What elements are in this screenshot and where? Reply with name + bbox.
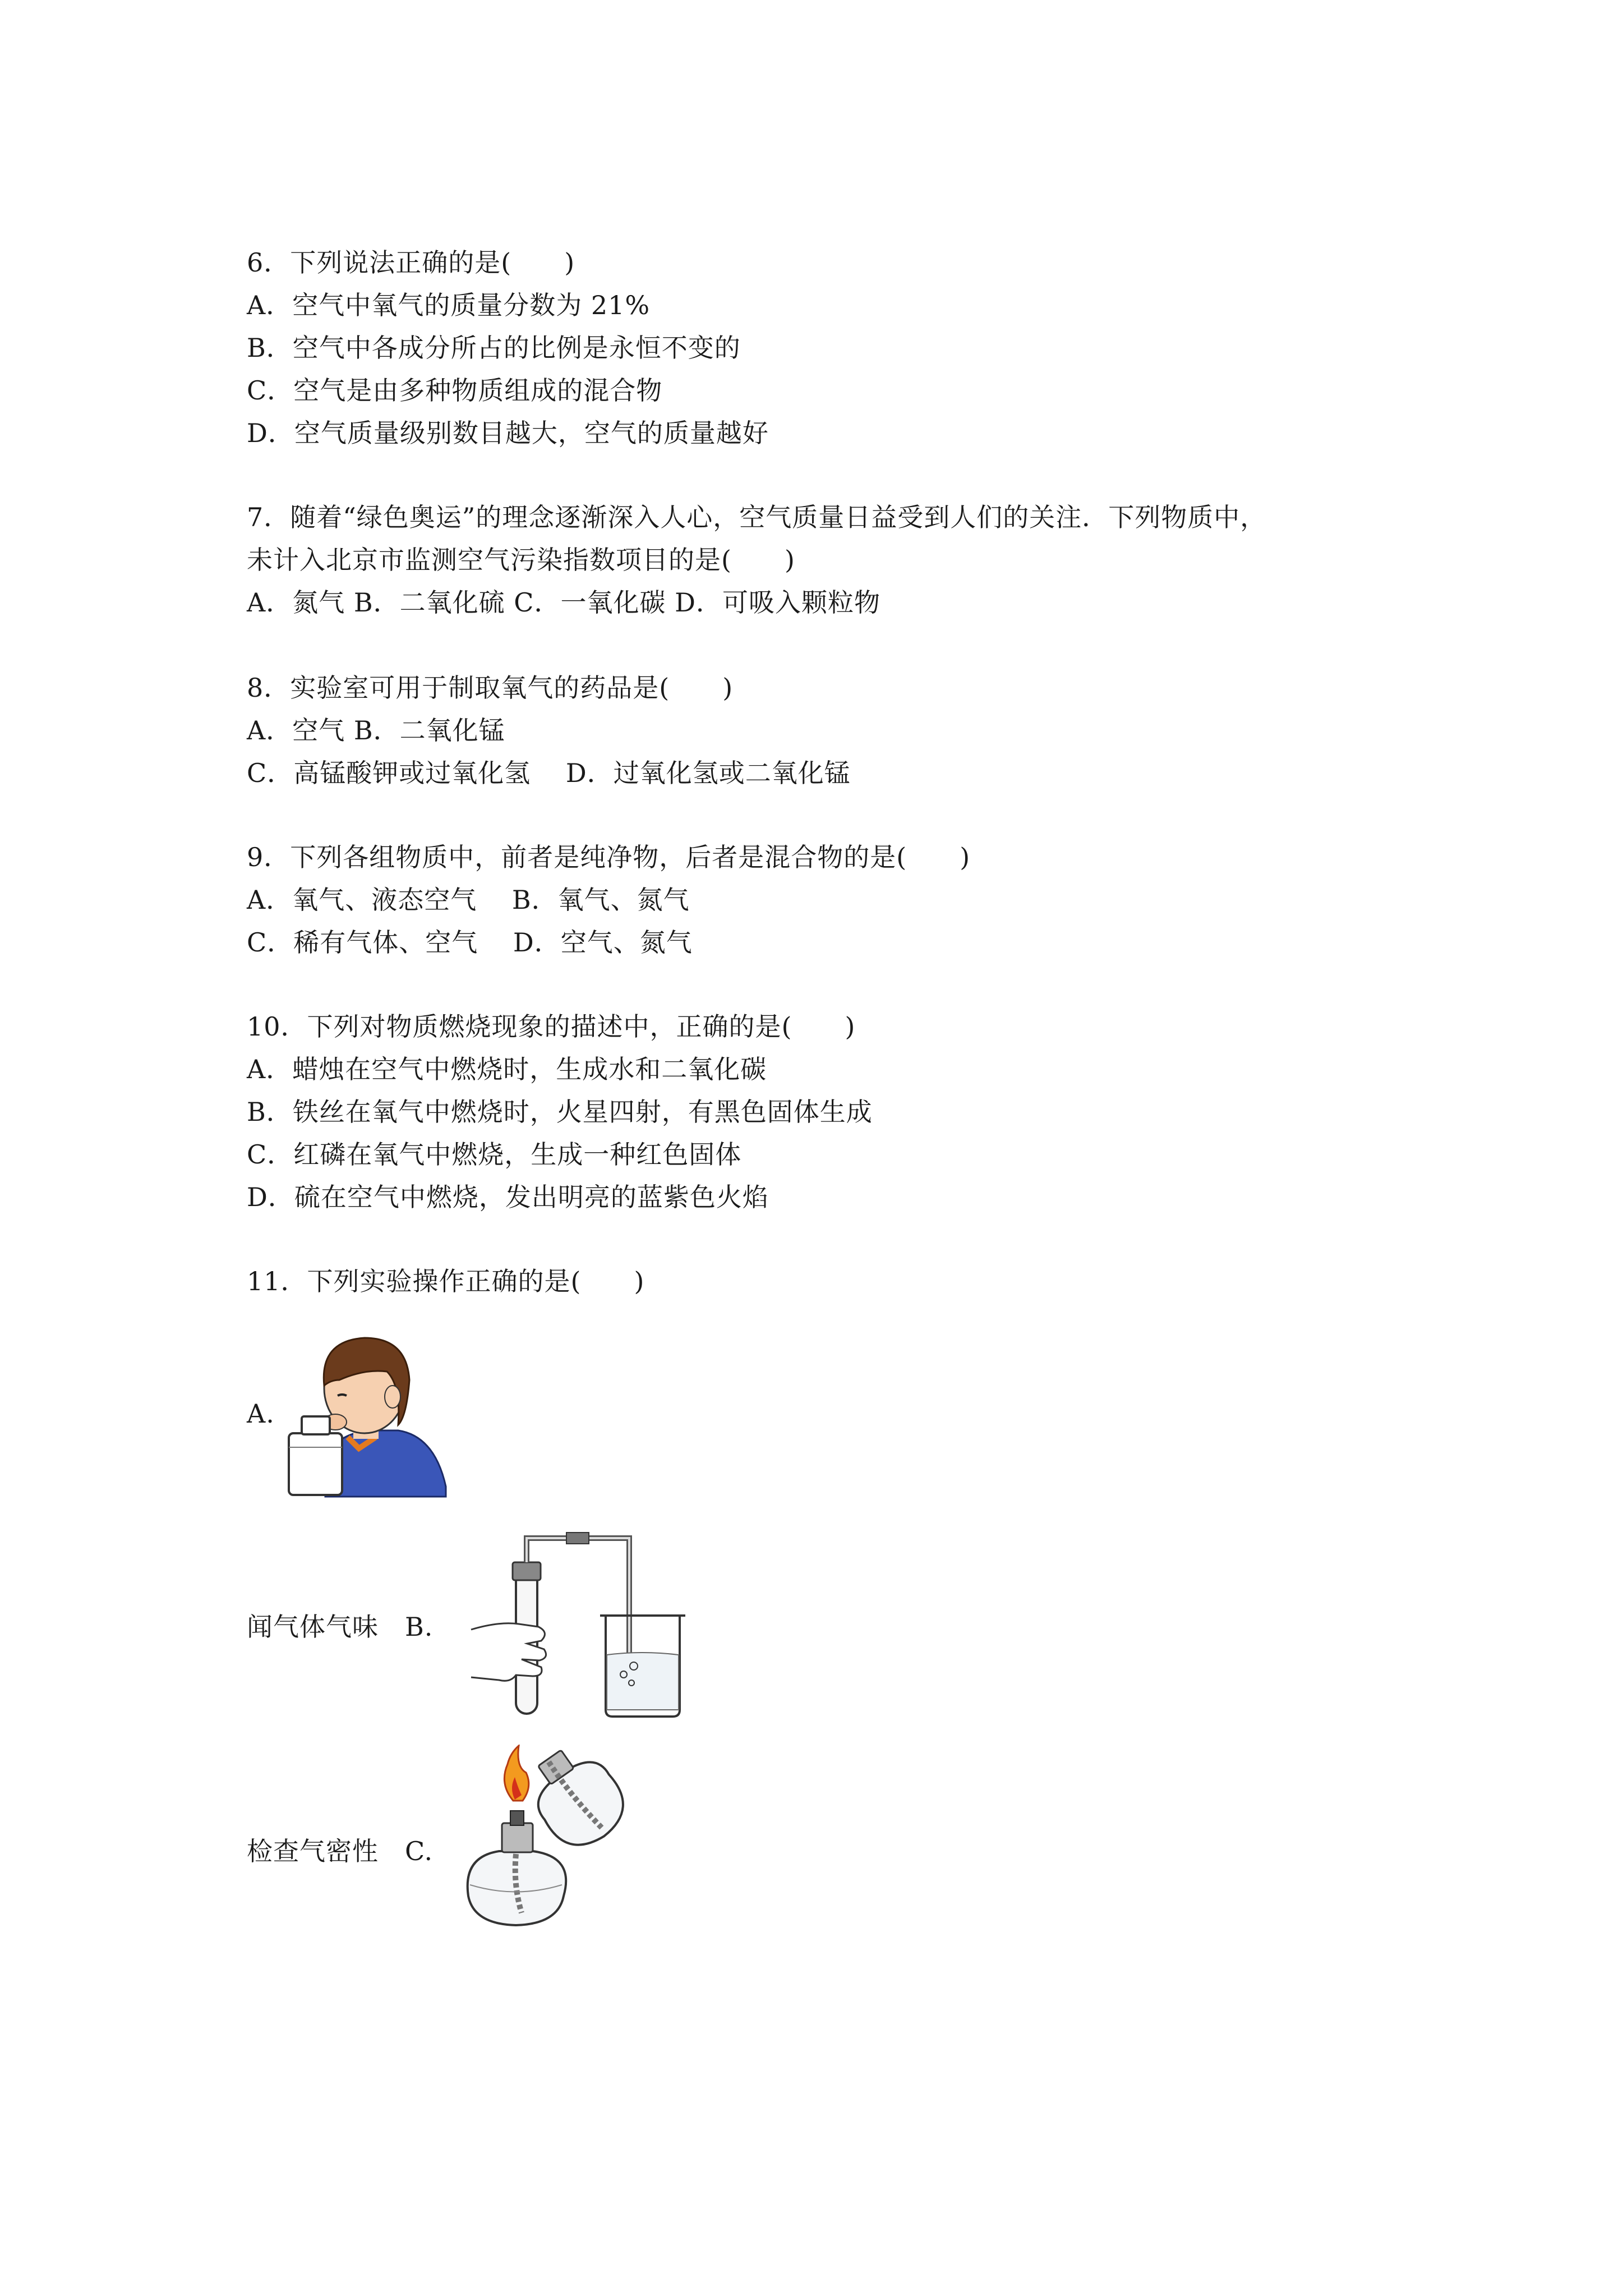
question-11-label-a: A. <box>247 1398 275 1429</box>
question-6-option-a: A．空气中氧气的质量分数为 21% <box>247 290 651 320</box>
airtightness-check-illustration <box>465 1531 690 1722</box>
question-9-options-ab: A．氧气、液态空气 B．氧气、氮气 <box>247 885 690 915</box>
alcohol-lamp-illustration <box>460 1745 639 1935</box>
question-10-option-c: C．红磷在氧气中燃烧，生成一种红色固体 <box>247 1139 742 1170</box>
question-7-stem-continued: 未计入北京市监测空气污染指数项目的是( ) <box>247 545 795 575</box>
question-10-option-d: D．硫在空气中燃烧，发出明亮的蓝紫色火焰 <box>247 1182 769 1212</box>
question-11-caption-b-label-c: 检查气密性 C. <box>247 1836 434 1866</box>
question-6-stem: 6．下列说法正确的是( ) <box>247 247 575 278</box>
question-6-option-d: D．空气质量级别数目越大，空气的质量越好 <box>247 418 769 448</box>
question-8-options-ab: A．空气 B．二氧化锰 <box>247 715 505 746</box>
question-9-options-cd: C．稀有气体、空气 D．空气、氮气 <box>247 927 693 958</box>
question-10-option-a: A．蜡烛在空气中燃烧时，生成水和二氧化碳 <box>247 1054 767 1084</box>
question-6-option-b: B．空气中各成分所占的比例是永恒不变的 <box>247 333 741 363</box>
question-8-stem: 8．实验室可用于制取氧气的药品是( ) <box>247 673 734 703</box>
question-11-stem: 11．下列实验操作正确的是( ) <box>247 1266 645 1296</box>
question-7-options: A．氮气 B．二氧化硫 C．一氧化碳 D．可吸入颗粒物 <box>247 587 880 618</box>
question-9-stem: 9．下列各组物质中，前者是纯净物，后者是混合物的是( ) <box>247 842 971 872</box>
question-11-caption-a-label-b: 闻气体气味 B. <box>247 1612 434 1642</box>
question-10-option-b: B．铁丝在氧气中燃烧时，火星四射，有黑色固体生成 <box>247 1097 873 1127</box>
question-8-options-cd: C．高锰酸钾或过氧化氢 D．过氧化氢或二氧化锰 <box>247 758 851 788</box>
question-7-stem: 7．随着“绿色奥运”的理念逐渐深入人心，空气质量日益受到人们的关注．下列物质中， <box>247 502 1267 532</box>
question-6-option-c: C．空气是由多种物质组成的混合物 <box>247 375 663 406</box>
question-10-stem: 10．下列对物质燃烧现象的描述中，正确的是( ) <box>247 1011 856 1042</box>
smelling-gas-illustration <box>286 1318 449 1498</box>
